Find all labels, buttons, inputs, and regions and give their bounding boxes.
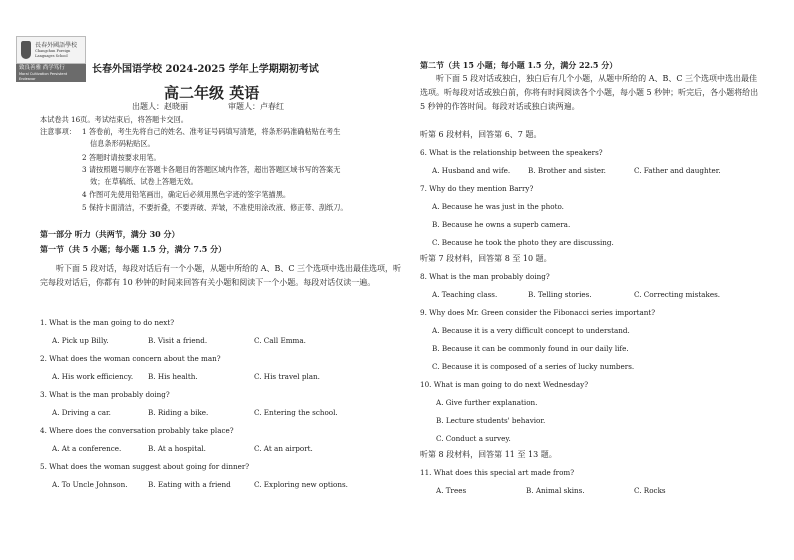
question-4: 4. Where does the conversation probably take place?: [40, 426, 234, 435]
option-10c: C. Conduct a survey.: [436, 434, 511, 443]
option-6b: B. Brother and sister.: [528, 166, 606, 175]
question-7: 7. Why do they mention Barry?: [420, 184, 534, 193]
note-line: 2 答题时请按要求用笔。: [82, 153, 161, 162]
note-line: 3 请按照题号顺序在答题卡各题目的答题区域内作答，超出答题区域书写的答案无: [82, 165, 341, 174]
part-one-heading: 第一部分 听力（共两节，满分 30 分）: [40, 229, 180, 239]
school-emblem-icon: [21, 41, 31, 59]
option-7a: A. Because he was just in the photo.: [432, 202, 564, 211]
option-4a: A. At a conference.: [52, 444, 122, 453]
listen-material-7: 听第 7 段材料，回答第 8 至 10 题。: [420, 254, 552, 263]
option-7c: C. Because he took the photo they are discussing.: [432, 238, 614, 247]
option-4c: C. At an airport.: [254, 444, 313, 453]
question-2: 2. What does the woman concern about the man?: [40, 354, 221, 363]
option-3a: A. Driving a car.: [52, 408, 111, 417]
option-10b: B. Lecture students' behavior.: [436, 416, 546, 425]
question-8: 8. What is the man probably doing?: [420, 272, 550, 281]
option-9c: C. Because it is composed of a series of lucky numbers.: [432, 362, 635, 371]
section-one-heading: 第一节（共 5 小题；每小题 1.5 分，满分 7.5 分）: [40, 244, 227, 254]
exam-intro: 本试卷共 16页。考试结束后，将答题卡交回。: [40, 115, 188, 124]
note-line: 5 保持卡面清洁，不要折叠，不要弄破、弄皱，不准使用涂改液、修正带、刮纸刀。: [82, 203, 348, 212]
subject-title: 高二年级 英语: [164, 84, 260, 102]
option-2c: C. His travel plan.: [254, 372, 320, 381]
reviewer-line: 审题人：卢春红: [228, 102, 284, 111]
option-1b: B. Visit a friend.: [148, 336, 208, 345]
logo-subtitle: Changchun Foreign Languages School: [35, 48, 71, 58]
section-two-heading: 第二节（共 15 小题；每小题 1.5 分，满分 22.5 分）: [420, 60, 618, 70]
author-line: 出题人：赵晓丽: [132, 102, 188, 111]
option-3c: C. Entering the school.: [254, 408, 338, 417]
question-1: 1. What is the man going to do next?: [40, 318, 175, 327]
option-8c: C. Correcting mistakes.: [634, 290, 721, 299]
option-5b: B. Eating with a friend: [148, 480, 231, 489]
option-6c: C. Father and daughter.: [634, 166, 721, 175]
option-11a: A. Trees: [436, 486, 467, 495]
logo-name: 長春外國語學校: [35, 41, 78, 49]
section-one-instructions: 听下面 5 段对话，每段对话后有一个小题，从题中所给的 A、B、C 三个选项中选出最佳选项，听完每段对话后，你都有 10 秒钟的时间来回答有关小题和阅读下一个小题。每段对话仅读一遍。: [40, 264, 402, 287]
option-2b: B. His health.: [148, 372, 198, 381]
listen-material-6: 听第 6 段材料，回答第 6、7 题。: [420, 130, 542, 139]
section-two-instructions: 听下面 5 段对话或独白，独白后有几个小题，从题中所给的 A、B、C 三个选项中选出最佳选项。听每段对话或独白前，你将有时间阅读各个小题，每小题 5 秒钟；听完后，各小题将给出 5 秒钟的作答时间。每段对话或独白读两遍。: [420, 74, 759, 111]
option-5c: C. Exploring new options.: [254, 480, 348, 489]
question-11: 11. What does this special art made from?: [420, 468, 575, 477]
question-10: 10. What is man going to do next Wednesday?: [420, 380, 589, 389]
option-4b: B. At a hospital.: [148, 444, 206, 453]
option-7b: B. Because he owns a superb camera.: [432, 220, 571, 229]
option-2a: A. His work efficiency.: [52, 372, 134, 381]
option-9b: B. Because it can be commonly found in our daily life.: [432, 344, 629, 353]
question-5: 5. What does the woman suggest about going for dinner?: [40, 462, 250, 471]
school-logo: [16, 36, 86, 80]
logo-motto-en: Moral Cultivation Persistent Endeavor: [19, 72, 68, 81]
option-1a: A. Pick up Billy.: [52, 336, 109, 345]
note-line: 效；在草稿纸、试卷上答题无效。: [90, 177, 198, 186]
option-10a: A. Give further explanation.: [436, 398, 538, 407]
option-3b: B. Riding a bike.: [148, 408, 209, 417]
logo-motto-cn: 致良善雅 尚学笃行: [19, 65, 65, 71]
option-5a: A. To Uncle Johnson.: [52, 480, 128, 489]
question-9: 9. Why does Mr. Green consider the Fibonacci series important?: [420, 308, 656, 317]
option-8a: A. Teaching class.: [432, 290, 498, 299]
option-8b: B. Telling stories.: [528, 290, 592, 299]
option-11c: C. Rocks: [634, 486, 666, 495]
question-6: 6. What is the relationship between the speakers?: [420, 148, 603, 157]
option-11b: B. Animal skins.: [526, 486, 585, 495]
option-9a: A. Because it is a very difficult concept to understand.: [432, 326, 630, 335]
notes-label: 注意事项：: [40, 127, 76, 136]
school-exam-title: 长春外国语学校 2024-2025 学年上学期期初考试: [92, 64, 319, 75]
note-line: 信息条形码粘贴区。: [90, 139, 155, 148]
listen-material-8: 听第 8 段材料，回答第 11 至 13 题。: [420, 450, 557, 459]
note-line: 4 作图可先使用铅笔画出，确定后必须用黑色字迹的签字笔描黑。: [82, 190, 291, 199]
option-1c: C. Call Emma.: [254, 336, 306, 345]
option-6a: A. Husband and wife.: [432, 166, 511, 175]
note-line: 1 答卷前，考生先将自己的姓名、准考证号码填写清楚，将条形码准确粘贴在考生: [82, 127, 341, 136]
question-3: 3. What is the man probably doing?: [40, 390, 170, 399]
